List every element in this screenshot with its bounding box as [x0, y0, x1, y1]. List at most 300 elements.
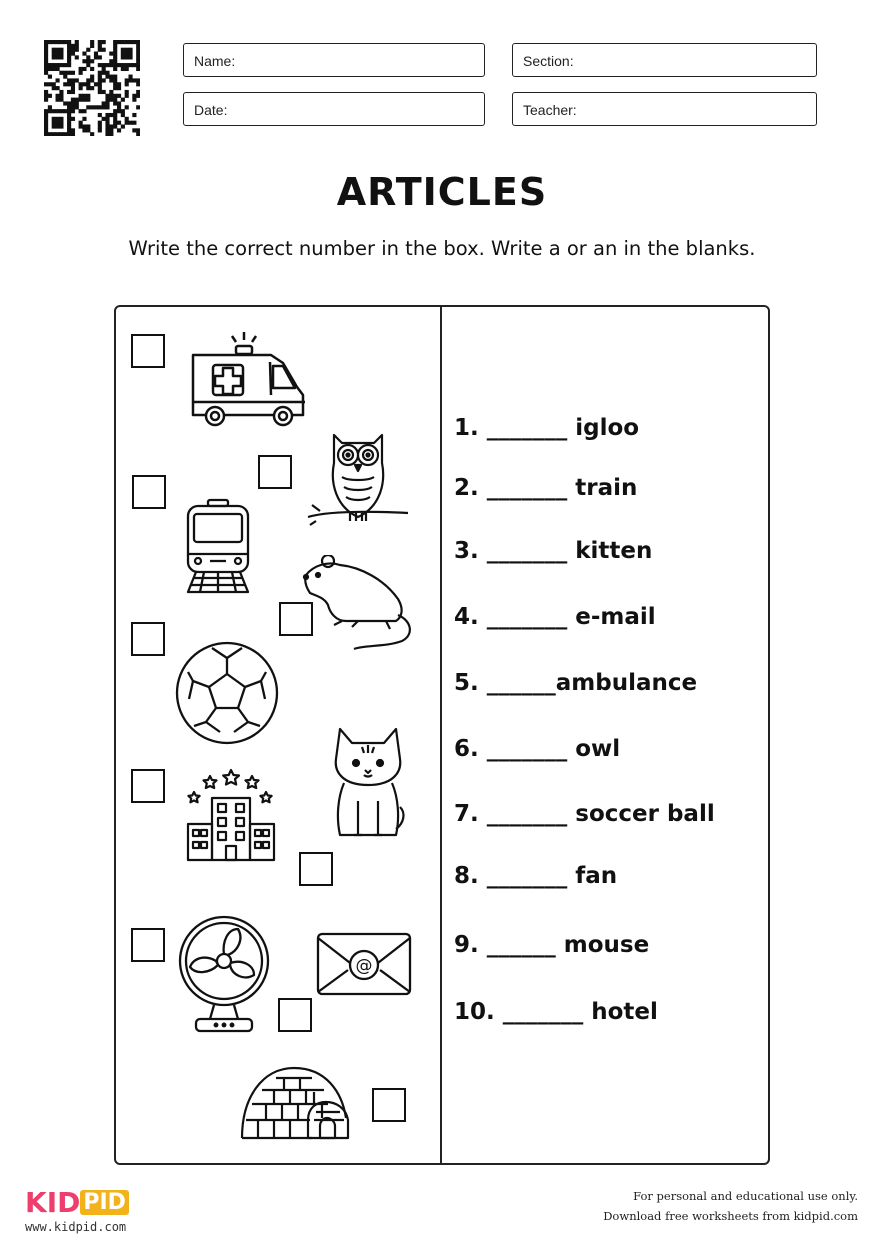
qr-module [113, 75, 117, 79]
question-10: 10. _______ hotel [454, 999, 658, 1025]
qr-module [98, 105, 102, 109]
qr-module [82, 124, 86, 128]
qr-module [102, 105, 106, 109]
qr-module [44, 113, 48, 117]
answer-box-fan[interactable] [131, 928, 165, 962]
qr-module [63, 101, 67, 105]
qr-module [98, 48, 102, 52]
qr-module [71, 98, 75, 102]
email-icon [316, 932, 412, 996]
qr-module [79, 121, 83, 125]
qr-module [59, 117, 63, 121]
qr-module [67, 82, 71, 86]
qr-module [86, 128, 90, 132]
qr-module [44, 121, 48, 125]
qr-module [121, 63, 125, 67]
qr-module [113, 86, 117, 90]
soccer-ball-icon [174, 640, 280, 746]
section-label: Section: [523, 53, 574, 69]
qr-module [113, 55, 117, 59]
qr-module [67, 55, 71, 59]
qr-module [71, 117, 75, 121]
qr-module [56, 67, 60, 71]
qr-module [52, 109, 56, 113]
qr-module [48, 94, 52, 98]
qr-module [105, 63, 109, 67]
qr-module [67, 90, 71, 94]
answer-box-owl[interactable] [258, 455, 292, 489]
qr-module [125, 67, 129, 71]
qr-module [128, 48, 132, 52]
qr-module [56, 132, 60, 136]
qr-module [136, 105, 140, 109]
qr-module [63, 75, 67, 79]
qr-module [63, 132, 67, 136]
qr-module [125, 48, 129, 52]
qr-module [121, 124, 125, 128]
qr-module [98, 63, 102, 67]
qr-module [52, 52, 56, 56]
qr-module [71, 82, 75, 86]
qr-module [128, 75, 132, 79]
qr-module [105, 75, 109, 79]
qr-module [79, 98, 83, 102]
qr-module [132, 78, 136, 82]
qr-module [121, 52, 125, 56]
qr-module [67, 59, 71, 63]
qr-module [94, 105, 98, 109]
fan-icon [176, 915, 272, 1035]
qr-module [82, 128, 86, 132]
qr-module [67, 113, 71, 117]
qr-module [121, 40, 125, 44]
qr-module [67, 52, 71, 56]
mouse-icon [302, 555, 418, 655]
owl-icon [306, 425, 410, 529]
qr-module [136, 48, 140, 52]
qr-module [94, 55, 98, 59]
qr-module [44, 117, 48, 121]
qr-module [125, 55, 129, 59]
qr-module [90, 59, 94, 63]
qr-module [44, 44, 48, 48]
qr-module [52, 55, 56, 59]
qr-module [67, 128, 71, 132]
qr-module [121, 113, 125, 117]
qr-module [44, 48, 48, 52]
qr-module [102, 101, 106, 105]
date-label: Date: [194, 102, 228, 118]
qr-module [52, 63, 56, 67]
qr-module [102, 40, 106, 44]
qr-module [113, 52, 117, 56]
qr-module [98, 82, 102, 86]
qr-module [82, 59, 86, 63]
qr-module [67, 101, 71, 105]
question-8: 8. _______ fan [454, 863, 618, 889]
answer-box-igloo[interactable] [372, 1088, 406, 1122]
qr-module [105, 117, 109, 121]
qr-module [105, 71, 109, 75]
qr-module [102, 78, 106, 82]
qr-module [128, 63, 132, 67]
qr-module [125, 105, 129, 109]
qr-module [86, 82, 90, 86]
qr-module [136, 55, 140, 59]
qr-module [52, 40, 56, 44]
qr-module [128, 55, 132, 59]
qr-module [59, 63, 63, 67]
qr-module [132, 94, 136, 98]
qr-module [82, 117, 86, 121]
qr-module [113, 113, 117, 117]
hotel-icon [184, 768, 278, 864]
qr-module [90, 44, 94, 48]
qr-module [113, 48, 117, 52]
qr-module [136, 63, 140, 67]
qr-module [52, 132, 56, 136]
qr-module [105, 98, 109, 102]
qr-module [56, 117, 60, 121]
question-7: 7. _______ soccer ball [454, 801, 715, 827]
qr-module [98, 44, 102, 48]
qr-module [59, 132, 63, 136]
qr-module [109, 132, 113, 136]
qr-module [44, 94, 48, 98]
qr-module [56, 52, 60, 56]
qr-module [105, 128, 109, 132]
qr-module [98, 71, 102, 75]
column-divider [440, 305, 442, 1165]
qr-module [136, 82, 140, 86]
qr-module [56, 98, 60, 102]
qr-module [44, 82, 48, 86]
qr-module [125, 94, 129, 98]
qr-module [71, 90, 75, 94]
qr-module [75, 40, 79, 44]
qr-module [113, 121, 117, 125]
qr-module [59, 90, 63, 94]
qr-module [71, 105, 75, 109]
qr-module [59, 94, 63, 98]
qr-module [71, 52, 75, 56]
qr-module [98, 90, 102, 94]
qr-module [105, 105, 109, 109]
qr-module [63, 82, 67, 86]
qr-module [117, 101, 121, 105]
qr-module [63, 40, 67, 44]
qr-module [86, 98, 90, 102]
question-5: 5. ______ambulance [454, 670, 698, 696]
qr-module [56, 55, 60, 59]
qr-module [52, 86, 56, 90]
qr-module [109, 52, 113, 56]
qr-module [125, 117, 129, 121]
qr-module [79, 124, 83, 128]
qr-module [67, 44, 71, 48]
qr-module [71, 71, 75, 75]
qr-module [98, 86, 102, 90]
qr-module [132, 128, 136, 132]
qr-module [48, 82, 52, 86]
qr-module [44, 52, 48, 56]
qr-module [98, 124, 102, 128]
qr-module [44, 132, 48, 136]
qr-module [56, 48, 60, 52]
qr-module [59, 121, 63, 125]
qr-module [67, 78, 71, 82]
qr-module [90, 78, 94, 82]
qr-module [121, 67, 125, 71]
qr-module [98, 128, 102, 132]
qr-module [98, 121, 102, 125]
qr-module [44, 90, 48, 94]
qr-module [136, 132, 140, 136]
qr-module [44, 109, 48, 113]
qr-module [79, 67, 83, 71]
qr-module [102, 71, 106, 75]
qr-module [86, 55, 90, 59]
qr-module [48, 109, 52, 113]
teacher-field[interactable] [512, 92, 817, 126]
qr-module [86, 48, 90, 52]
qr-module [102, 90, 106, 94]
qr-module [90, 132, 94, 136]
qr-module [48, 75, 52, 79]
qr-module [109, 94, 113, 98]
qr-module [125, 40, 129, 44]
qr-module [105, 101, 109, 105]
qr-module [56, 124, 60, 128]
answer-box-kitten[interactable] [299, 852, 333, 886]
qr-module [117, 105, 121, 109]
qr-module [102, 117, 106, 121]
qr-module [59, 98, 63, 102]
qr-module [113, 117, 117, 121]
answer-box-email[interactable] [278, 998, 312, 1032]
qr-module [128, 78, 132, 82]
qr-module [109, 75, 113, 79]
qr-module [109, 59, 113, 63]
qr-module [132, 40, 136, 44]
qr-module [67, 121, 71, 125]
qr-module [44, 55, 48, 59]
qr-module [56, 109, 60, 113]
qr-module [117, 94, 121, 98]
qr-module [52, 121, 56, 125]
qr-module [113, 98, 117, 102]
qr-module [113, 124, 117, 128]
qr-module [86, 105, 90, 109]
name-field[interactable] [183, 43, 485, 77]
qr-module [136, 67, 140, 71]
qr-module [75, 44, 79, 48]
qr-module [56, 78, 60, 82]
qr-module [136, 94, 140, 98]
qr-module [109, 78, 113, 82]
qr-module [44, 98, 48, 102]
qr-module [71, 48, 75, 52]
qr-module [59, 124, 63, 128]
qr-module [90, 75, 94, 79]
question-3: 3. _______ kitten [454, 538, 653, 564]
qr-module [125, 78, 129, 82]
qr-module [67, 71, 71, 75]
qr-module [113, 44, 117, 48]
qr-module [86, 78, 90, 82]
qr-module [75, 55, 79, 59]
qr-module [113, 94, 117, 98]
qr-module [59, 48, 63, 52]
qr-module [56, 40, 60, 44]
qr-module [52, 124, 56, 128]
svg-text:@: @ [355, 956, 373, 976]
qr-module [75, 98, 79, 102]
qr-code [44, 40, 140, 140]
qr-module [48, 40, 52, 44]
qr-module [113, 40, 117, 44]
qr-module [71, 86, 75, 90]
qr-module [117, 82, 121, 86]
answer-box-hotel[interactable] [131, 769, 165, 803]
qr-module [63, 63, 67, 67]
qr-module [86, 63, 90, 67]
qr-module [59, 71, 63, 75]
qr-module [71, 132, 75, 136]
qr-module [67, 124, 71, 128]
qr-module [82, 94, 86, 98]
qr-module [44, 59, 48, 63]
qr-module [132, 113, 136, 117]
qr-module [75, 101, 79, 105]
qr-module [63, 109, 67, 113]
qr-module [52, 48, 56, 52]
qr-module [136, 78, 140, 82]
qr-module [136, 128, 140, 132]
question-2: 2. _______ train [454, 475, 638, 501]
qr-module [82, 109, 86, 113]
qr-module [52, 67, 56, 71]
qr-module [109, 124, 113, 128]
qr-module [48, 105, 52, 109]
qr-module [121, 109, 125, 113]
qr-module [90, 67, 94, 71]
qr-module [71, 101, 75, 105]
answer-box-ambulance[interactable] [131, 334, 165, 368]
qr-module [44, 40, 48, 44]
qr-module [136, 44, 140, 48]
igloo-icon [238, 1064, 354, 1142]
qr-module [52, 117, 56, 121]
download-note: Download free worksheets from kidpid.com [603, 1209, 858, 1223]
logo-kid: KID [25, 1186, 81, 1219]
answer-box-train[interactable] [132, 475, 166, 509]
qr-module [136, 52, 140, 56]
page-title: ARTICLES [336, 170, 548, 214]
qr-module [44, 71, 48, 75]
qr-module [90, 105, 94, 109]
qr-module [75, 48, 79, 52]
qr-module [48, 63, 52, 67]
train-icon [184, 498, 252, 594]
qr-module [117, 86, 121, 90]
qr-module [79, 82, 83, 86]
qr-module [44, 67, 48, 71]
question-9: 9. ______ mouse [454, 932, 650, 958]
instructions: Write the correct number in the box. Write a or an in the blanks. [128, 237, 756, 260]
qr-module [132, 63, 136, 67]
qr-module [79, 94, 83, 98]
qr-module [59, 55, 63, 59]
qr-module [105, 113, 109, 117]
qr-module [113, 78, 117, 82]
qr-module [117, 63, 121, 67]
qr-module [125, 63, 129, 67]
qr-module [44, 128, 48, 132]
qr-module [44, 63, 48, 67]
qr-module [67, 117, 71, 121]
qr-module [82, 98, 86, 102]
qr-module [48, 132, 52, 136]
qr-module [56, 94, 60, 98]
section-field[interactable] [512, 43, 817, 77]
qr-module [44, 124, 48, 128]
qr-module [63, 71, 67, 75]
qr-module [102, 67, 106, 71]
qr-module [98, 40, 102, 44]
qr-module [117, 121, 121, 125]
qr-module [67, 48, 71, 52]
qr-module [136, 90, 140, 94]
qr-module [71, 128, 75, 132]
qr-module [67, 63, 71, 67]
qr-module [125, 90, 129, 94]
qr-module [75, 105, 79, 109]
qr-module [113, 101, 117, 105]
qr-module [59, 52, 63, 56]
qr-module [109, 113, 113, 117]
qr-module [67, 105, 71, 109]
qr-module [136, 59, 140, 63]
qr-module [67, 109, 71, 113]
qr-module [128, 121, 132, 125]
qr-module [56, 63, 60, 67]
qr-module [90, 86, 94, 90]
qr-module [113, 109, 117, 113]
qr-module [117, 128, 121, 132]
qr-module [59, 40, 63, 44]
qr-module [48, 67, 52, 71]
qr-module [105, 94, 109, 98]
qr-module [136, 40, 140, 44]
ambulance-icon [188, 330, 310, 430]
qr-module [82, 52, 86, 56]
qr-module [67, 40, 71, 44]
qr-module [82, 82, 86, 86]
qr-module [79, 86, 83, 90]
qr-module [98, 78, 102, 82]
answer-box-soccer-ball[interactable] [131, 622, 165, 656]
qr-module [71, 109, 75, 113]
question-4: 4. _______ e-mail [454, 604, 656, 630]
qr-module [132, 121, 136, 125]
qr-module [56, 86, 60, 90]
usage-note: For personal and educational use only. [633, 1189, 858, 1203]
qr-module [121, 48, 125, 52]
qr-module [102, 63, 106, 67]
qr-module [128, 40, 132, 44]
date-field[interactable] [183, 92, 485, 126]
